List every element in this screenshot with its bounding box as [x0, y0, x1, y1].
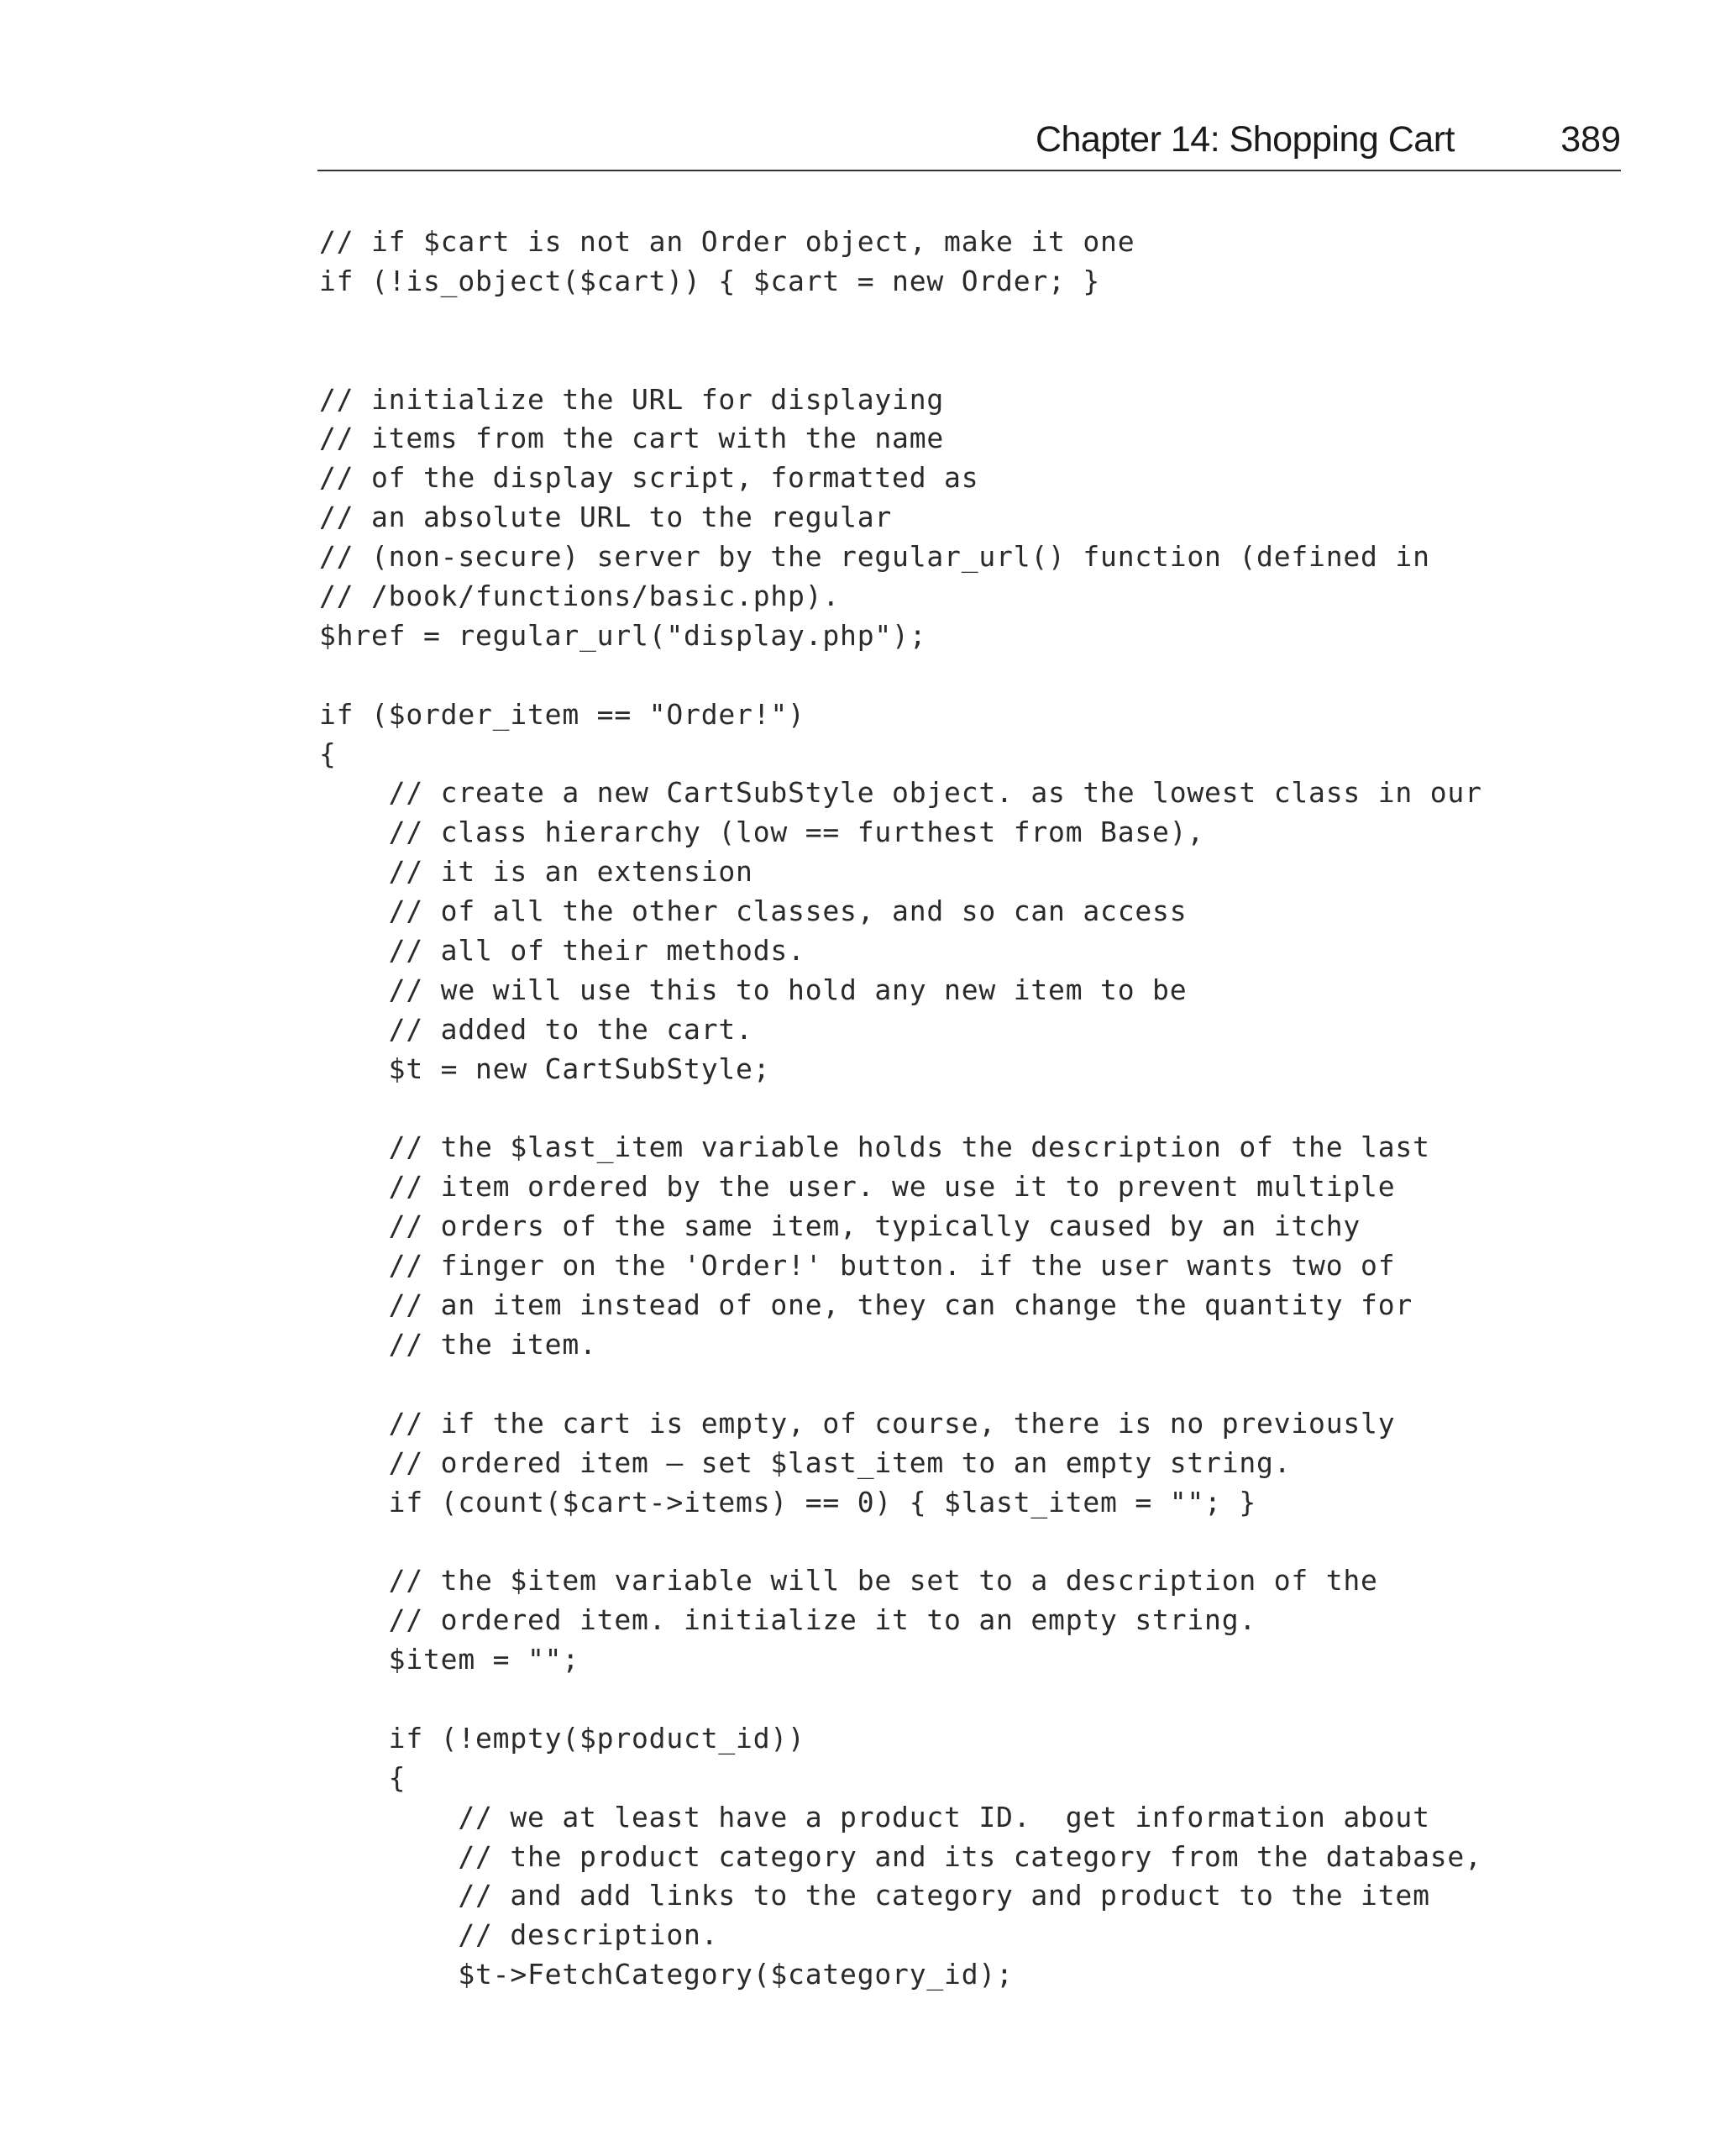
code-line: // if the cart is empty, of course, there is no previously	[319, 1406, 1396, 1440]
code-line: // an absolute URL to the regular	[319, 501, 893, 534]
code-line: // item ordered by the user. we use it to prevent multiple	[319, 1170, 1396, 1204]
code-line: // ordered item – set $last_item to an empty string.	[319, 1445, 1292, 1479]
code-line	[319, 656, 1482, 695]
code-line: // initialize the URL for displaying	[319, 382, 945, 416]
code-line	[319, 1365, 1482, 1404]
code-line: // we at least have a product ID. get information about	[319, 1800, 1430, 1833]
code-line: // we will use this to hold any new item to be	[319, 973, 1188, 1006]
code-line: // create a new CartSubStyle object. as the lowest class in our	[319, 776, 1482, 810]
code-line: // added to the cart.	[319, 1012, 753, 1046]
running-header	[317, 118, 1621, 171]
code-line: // the $item variable will be set to a description of the	[319, 1564, 1378, 1597]
code-line: // items from the cart with the name	[319, 422, 945, 455]
code-line: // ordered item. initialize it to an empty string.	[319, 1603, 1257, 1637]
chapter-title: Chapter 14: Shopping Cart	[1035, 119, 1455, 160]
code-line	[319, 1680, 1482, 1719]
code-line: $t->FetchCategory($category_id);	[319, 1958, 1014, 1991]
code-line: // the product category and its category from the database,	[319, 1839, 1482, 1873]
code-line: // of all the other classes, and so can access	[319, 894, 1188, 928]
code-line: // the $last_item variable holds the description of the last	[319, 1130, 1430, 1164]
code-line: // /book/functions/basic.php).	[319, 580, 841, 613]
code-line: {	[319, 1760, 406, 1794]
code-line: if (!empty($product_id))	[319, 1721, 805, 1755]
code-line	[319, 302, 1482, 341]
code-line: $href = regular_url("display.php");	[319, 618, 927, 652]
code-listing	[319, 223, 1482, 1995]
code-line	[319, 1089, 1482, 1129]
code-line: // orders of the same item, typically caused by an itchy	[319, 1209, 1361, 1243]
code-line	[319, 341, 1482, 380]
code-line: if (!is_object($cart)) { $cart = new Order; }	[319, 264, 1101, 297]
code-line: // description.	[319, 1918, 719, 1952]
code-line: // class hierarchy (low == furthest from Base),	[319, 816, 1205, 849]
code-line: // the item.	[319, 1327, 597, 1361]
code-line: // all of their methods.	[319, 934, 805, 968]
code-line: $item = "";	[319, 1643, 580, 1676]
code-line: // of the display script, formatted as	[319, 461, 979, 495]
code-line: // (non-secure) server by the regular_url() function (defined in	[319, 540, 1430, 574]
code-line: // an item instead of one, they can change the quantity for	[319, 1288, 1413, 1322]
code-line: {	[319, 737, 337, 770]
code-line	[319, 1522, 1482, 1561]
page-number: 389	[1560, 119, 1621, 160]
code-line: // if $cart is not an Order object, make it one	[319, 225, 1135, 258]
code-line: $t = new CartSubStyle;	[319, 1052, 771, 1085]
code-line: // it is an extension	[319, 855, 753, 889]
code-line: if (count($cart->items) == 0) { $last_item = ""; }	[319, 1485, 1257, 1519]
code-line: if ($order_item == "Order!")	[319, 697, 805, 731]
code-line: // and add links to the category and product to the item	[319, 1879, 1430, 1912]
code-line: // finger on the 'Order!' button. if the user wants two of	[319, 1249, 1396, 1283]
